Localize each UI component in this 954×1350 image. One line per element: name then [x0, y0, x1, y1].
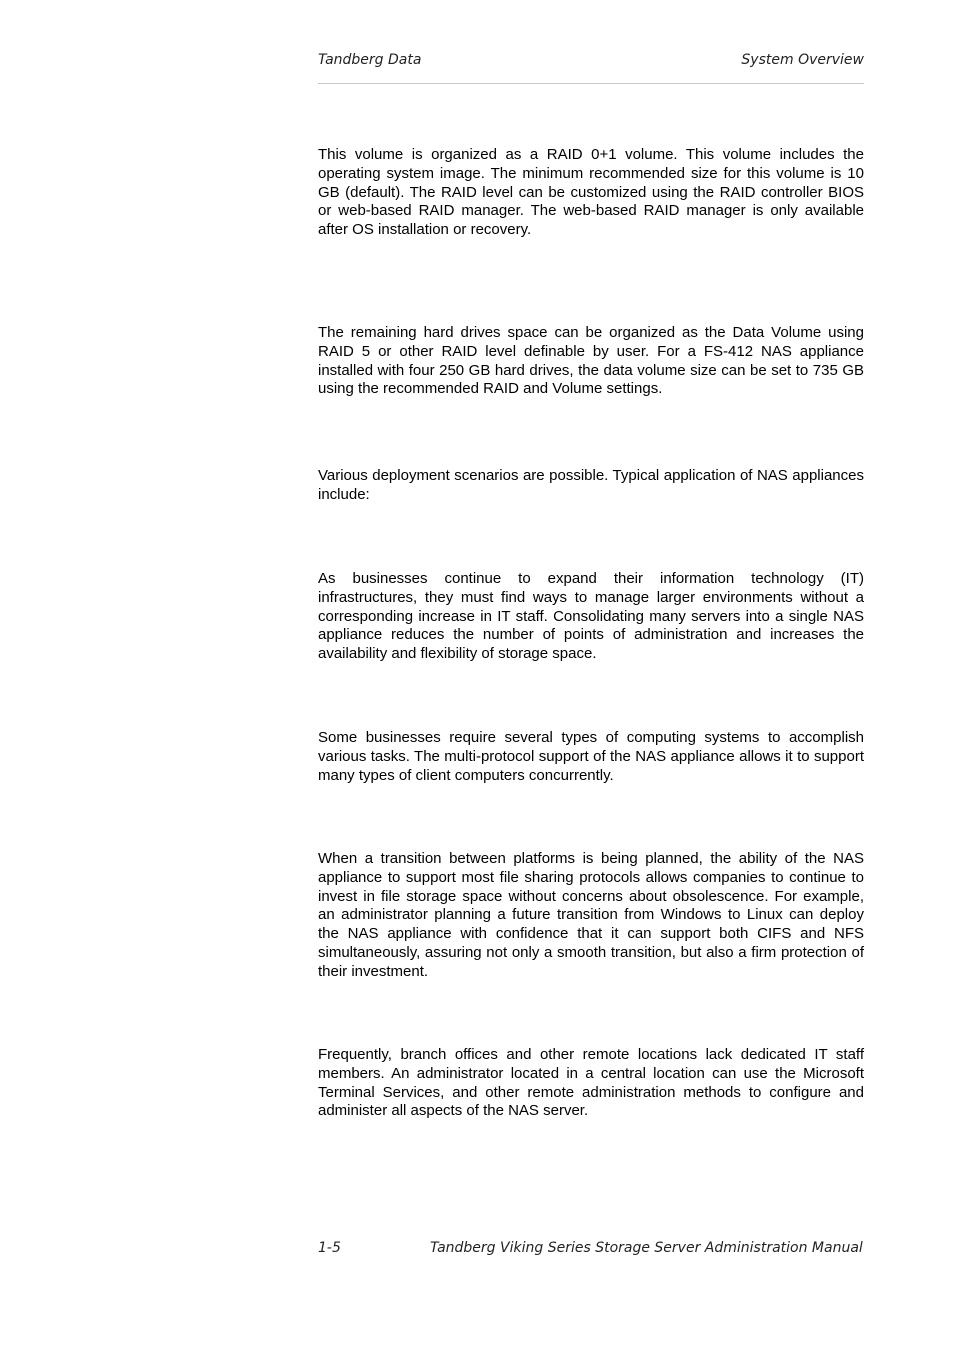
page-number: 1-5: [318, 1240, 341, 1256]
paragraph-multi-protocol: Some businesses require several types of computing systems to accomplish various tasks. The multi-protocol support of the NAS appliance allows it to support many types of client computers concurrently.: [318, 729, 864, 784]
header-company: Tandberg Data: [318, 52, 422, 68]
footer-manual-title: Tandberg Viking Series Storage Server Administration Manual: [430, 1240, 863, 1256]
paragraph-system-volume: This volume is organized as a RAID 0+1 volume. This volume includes the operating system image. The minimum recommended size for this volume is 10 GB (default). The RAID level can be customized using the RAID controller BIOS or web-based RAID manager. The web-based RAID manager is only available after OS installation or recovery.: [318, 146, 864, 239]
paragraph-remote-admin: Frequently, branch offices and other remote locations lack dedicated IT staff members. An administrator located in a central location can use the Microsoft Terminal Services, and other remote administration methods to configure and administer all aspects of the NAS server.: [318, 1046, 864, 1120]
paragraph-platform-transition: When a transition between platforms is being planned, the ability of the NAS appliance to support most file sharing protocols allows companies to continue to invest in file storage space without concerns about obsolescence. For example, an administrator planning a future transition from Windows to Linux can deploy the NAS appliance with confidence that it can support both CIFS and NFS simultaneously, assuring not only a smooth transition, but also a firm protection of their investment.: [318, 850, 864, 980]
header-section-title: System Overview: [741, 52, 864, 68]
header-divider: [318, 83, 864, 84]
paragraph-data-volume: The remaining hard drives space can be organized as the Data Volume using RAID 5 or other RAID level definable by user. For a FS-412 NAS appliance installed with four 250 GB hard drives, the data volume size can be set to 735 GB using the recommended RAID and Volume settings.: [318, 324, 864, 398]
paragraph-consolidation: As businesses continue to expand their information technology (IT) infrastructures, they must find ways to manage larger environments without a corresponding increase in IT staff. Consolidating many servers into a single NAS appliance reduces the number of points of administration and increases the availability and flexibility of storage space.: [318, 570, 864, 663]
paragraph-deployment-intro: Various deployment scenarios are possible. Typical application of NAS appliances include:: [318, 467, 864, 503]
